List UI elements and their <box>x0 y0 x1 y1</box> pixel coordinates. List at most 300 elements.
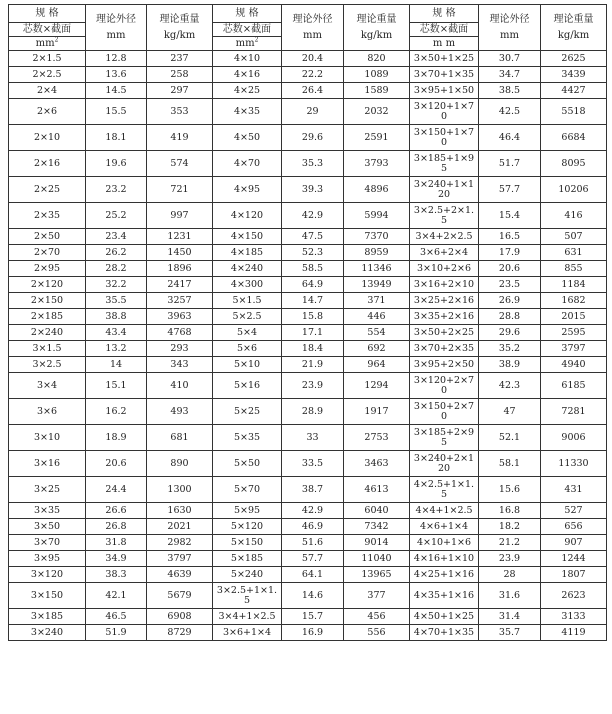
cell-wt-a: 574 <box>147 151 213 177</box>
cell-spec-c: 3×150+2×70 <box>410 399 479 425</box>
cell-wt-c: 631 <box>541 245 607 261</box>
cell-wt-b: 1294 <box>344 373 410 399</box>
cell-spec-b: 4×70 <box>213 151 282 177</box>
cell-wt-b: 820 <box>344 51 410 67</box>
cell-wt-b: 2753 <box>344 425 410 451</box>
od-unit-1: mm <box>106 29 126 41</box>
cell-spec-a: 2×10 <box>9 125 86 151</box>
cable-spec-table <box>8 4 607 641</box>
cell-od-c: 21.2 <box>479 535 541 551</box>
cell-spec-b: 4×240 <box>213 261 282 277</box>
cell-wt-c: 2625 <box>541 51 607 67</box>
cell-od-a: 26.8 <box>86 519 147 535</box>
cell-od-c: 23.5 <box>479 277 541 293</box>
cell-spec-a: 2×120 <box>9 277 86 293</box>
cell-od-a: 23.4 <box>86 229 147 245</box>
cell-wt-a: 8729 <box>147 625 213 641</box>
cell-od-c: 38.9 <box>479 357 541 373</box>
cell-spec-c: 3×95+1×50 <box>410 83 479 99</box>
cell-od-a: 13.2 <box>86 341 147 357</box>
table-row <box>9 357 607 373</box>
cell-spec-b: 5×240 <box>213 567 282 583</box>
cell-od-b: 15.7 <box>282 609 344 625</box>
cell-wt-a: 1630 <box>147 503 213 519</box>
cell-od-a: 19.6 <box>86 151 147 177</box>
cell-spec-c: 3×70+2×35 <box>410 341 479 357</box>
cell-od-c: 29.6 <box>479 325 541 341</box>
cell-spec-a: 3×1.5 <box>9 341 86 357</box>
cell-wt-c: 4427 <box>541 83 607 99</box>
cell-spec-b: 3×2.5+1×1.5 <box>213 583 282 609</box>
cell-wt-c: 7281 <box>541 399 607 425</box>
cell-spec-b: 4×120 <box>213 203 282 229</box>
cell-spec-c: 3×120+2×70 <box>410 373 479 399</box>
cell-spec-a: 3×10 <box>9 425 86 451</box>
wt-label-2: 理论重量 <box>356 13 397 25</box>
cell-od-c: 42.5 <box>479 99 541 125</box>
table-row <box>9 277 607 293</box>
cell-od-a: 24.4 <box>86 477 147 503</box>
table-row <box>9 625 607 641</box>
cell-wt-c: 907 <box>541 535 607 551</box>
cell-od-b: 35.3 <box>282 151 344 177</box>
cell-wt-c: 3439 <box>541 67 607 83</box>
cell-od-b: 18.4 <box>282 341 344 357</box>
cell-wt-b: 692 <box>344 341 410 357</box>
cell-od-c: 23.9 <box>479 551 541 567</box>
cell-spec-b: 3×6+1×4 <box>213 625 282 641</box>
cell-od-b: 57.7 <box>282 551 344 567</box>
spec-unit-alt-3: m m <box>432 37 456 49</box>
cell-od-c: 31.6 <box>479 583 541 609</box>
cell-od-c: 20.6 <box>479 261 541 277</box>
cell-od-a: 14 <box>86 357 147 373</box>
cell-od-c: 28 <box>479 567 541 583</box>
cell-od-b: 17.1 <box>282 325 344 341</box>
table-row <box>9 503 607 519</box>
cell-spec-c: 4×2.5+1×1.5 <box>410 477 479 503</box>
cell-wt-c: 507 <box>541 229 607 245</box>
cell-spec-c: 3×185+2×95 <box>410 425 479 451</box>
cell-spec-b: 4×25 <box>213 83 282 99</box>
cell-spec-a: 2×240 <box>9 325 86 341</box>
spec-unit-sup-1: 2 <box>54 36 59 44</box>
cell-od-b: 14.6 <box>282 583 344 609</box>
cell-spec-a: 3×240 <box>9 625 86 641</box>
table-row <box>9 567 607 583</box>
cell-spec-c: 4×50+1×25 <box>410 609 479 625</box>
cell-wt-b: 7370 <box>344 229 410 245</box>
cell-wt-c: 656 <box>541 519 607 535</box>
table-row <box>9 325 607 341</box>
cell-wt-b: 1917 <box>344 399 410 425</box>
cell-spec-b: 4×150 <box>213 229 282 245</box>
cell-od-b: 39.3 <box>282 177 344 203</box>
cell-od-c: 15.4 <box>479 203 541 229</box>
cell-wt-c: 2015 <box>541 309 607 325</box>
cell-wt-a: 721 <box>147 177 213 203</box>
wt-header-2 <box>344 5 410 51</box>
cell-wt-a: 493 <box>147 399 213 425</box>
cell-spec-c: 3×240+1×120 <box>410 177 479 203</box>
cell-spec-b: 5×50 <box>213 451 282 477</box>
cell-spec-a: 3×2.5 <box>9 357 86 373</box>
cell-wt-b: 4896 <box>344 177 410 203</box>
cell-od-b: 42.9 <box>282 203 344 229</box>
cell-wt-b: 2032 <box>344 99 410 125</box>
spec-unit-3 <box>410 37 479 51</box>
cell-spec-b: 5×25 <box>213 399 282 425</box>
cell-od-a: 18.9 <box>86 425 147 451</box>
cell-wt-c: 2623 <box>541 583 607 609</box>
cell-wt-a: 410 <box>147 373 213 399</box>
cell-spec-c: 4×25+1×16 <box>410 567 479 583</box>
table-row <box>9 425 607 451</box>
cell-spec-c: 4×35+1×16 <box>410 583 479 609</box>
cell-wt-a: 2982 <box>147 535 213 551</box>
cell-wt-c: 431 <box>541 477 607 503</box>
cell-od-b: 64.9 <box>282 277 344 293</box>
cell-wt-c: 10206 <box>541 177 607 203</box>
cell-spec-c: 4×6+1×4 <box>410 519 479 535</box>
cell-wt-c: 3133 <box>541 609 607 625</box>
cell-od-a: 31.8 <box>86 535 147 551</box>
cell-od-b: 38.7 <box>282 477 344 503</box>
cell-wt-b: 11040 <box>344 551 410 567</box>
cell-wt-a: 3797 <box>147 551 213 567</box>
cell-wt-b: 556 <box>344 625 410 641</box>
cell-spec-b: 3×4+1×2.5 <box>213 609 282 625</box>
cell-spec-b: 5×10 <box>213 357 282 373</box>
cell-spec-a: 3×4 <box>9 373 86 399</box>
cell-od-a: 51.9 <box>86 625 147 641</box>
spec-sub-1: 芯数×截面 <box>9 23 86 37</box>
cell-wt-b: 9014 <box>344 535 410 551</box>
cell-spec-b: 4×50 <box>213 125 282 151</box>
cell-od-b: 22.2 <box>282 67 344 83</box>
spec-unit-1 <box>9 37 86 51</box>
spec-label-3: 规 格 <box>410 5 479 23</box>
od-header-2 <box>282 5 344 51</box>
cell-od-c: 38.5 <box>479 83 541 99</box>
cell-wt-a: 3257 <box>147 293 213 309</box>
cell-wt-b: 554 <box>344 325 410 341</box>
cell-spec-c: 4×4+1×2.5 <box>410 503 479 519</box>
cell-wt-a: 4639 <box>147 567 213 583</box>
cell-od-c: 17.9 <box>479 245 541 261</box>
cell-od-c: 46.4 <box>479 125 541 151</box>
cell-od-a: 35.5 <box>86 293 147 309</box>
cell-wt-b: 8959 <box>344 245 410 261</box>
cell-wt-b: 5994 <box>344 203 410 229</box>
cell-wt-a: 997 <box>147 203 213 229</box>
cell-wt-c: 1184 <box>541 277 607 293</box>
cell-wt-a: 293 <box>147 341 213 357</box>
table-row <box>9 245 607 261</box>
cell-od-b: 51.6 <box>282 535 344 551</box>
cell-wt-a: 419 <box>147 125 213 151</box>
cell-wt-a: 5679 <box>147 583 213 609</box>
od-unit-2: mm <box>303 29 322 41</box>
table-row <box>9 51 607 67</box>
cell-od-a: 25.2 <box>86 203 147 229</box>
cell-spec-c: 3×95+2×50 <box>410 357 479 373</box>
od-label-3: 理论外径 <box>489 13 530 25</box>
cell-wt-b: 371 <box>344 293 410 309</box>
cell-spec-c: 3×185+1×95 <box>410 151 479 177</box>
cell-wt-b: 456 <box>344 609 410 625</box>
cell-wt-c: 416 <box>541 203 607 229</box>
cell-wt-b: 13949 <box>344 277 410 293</box>
cell-od-b: 29.6 <box>282 125 344 151</box>
cell-spec-a: 2×6 <box>9 99 86 125</box>
od-header-1 <box>86 5 147 51</box>
cell-wt-a: 3963 <box>147 309 213 325</box>
spec-table-container <box>8 4 606 641</box>
cell-od-a: 26.6 <box>86 503 147 519</box>
wt-header-1 <box>147 5 213 51</box>
table-row <box>9 609 607 625</box>
cell-od-a: 42.1 <box>86 583 147 609</box>
cell-wt-a: 681 <box>147 425 213 451</box>
cell-wt-c: 11330 <box>541 451 607 477</box>
cell-od-b: 21.9 <box>282 357 344 373</box>
cell-wt-a: 4768 <box>147 325 213 341</box>
cell-wt-c: 9006 <box>541 425 607 451</box>
cell-spec-c: 3×240+2×120 <box>410 451 479 477</box>
cell-od-c: 57.7 <box>479 177 541 203</box>
cell-spec-c: 4×16+1×10 <box>410 551 479 567</box>
table-row <box>9 99 607 125</box>
cell-spec-b: 5×4 <box>213 325 282 341</box>
od-label-1: 理论外径 <box>96 13 136 25</box>
cell-spec-b: 4×16 <box>213 67 282 83</box>
table-row <box>9 261 607 277</box>
cell-wt-c: 1682 <box>541 293 607 309</box>
cell-od-a: 28.2 <box>86 261 147 277</box>
cell-od-a: 14.5 <box>86 83 147 99</box>
wt-unit-1: kg/km <box>163 29 196 41</box>
cell-od-c: 28.8 <box>479 309 541 325</box>
cell-od-c: 18.2 <box>479 519 541 535</box>
cell-spec-a: 3×16 <box>9 451 86 477</box>
cell-od-b: 64.1 <box>282 567 344 583</box>
cell-spec-b: 5×185 <box>213 551 282 567</box>
cell-od-c: 16.8 <box>479 503 541 519</box>
cell-od-b: 16.9 <box>282 625 344 641</box>
cell-wt-a: 297 <box>147 83 213 99</box>
table-row <box>9 399 607 425</box>
cell-spec-a: 3×185 <box>9 609 86 625</box>
cell-od-b: 33 <box>282 425 344 451</box>
cell-wt-c: 3797 <box>541 341 607 357</box>
cell-spec-a: 2×95 <box>9 261 86 277</box>
od-label-2: 理论外径 <box>292 13 333 25</box>
cell-spec-c: 3×2.5+2×1.5 <box>410 203 479 229</box>
table-row <box>9 67 607 83</box>
cell-wt-c: 8095 <box>541 151 607 177</box>
cell-spec-a: 3×50 <box>9 519 86 535</box>
table-row <box>9 125 607 151</box>
cell-wt-c: 1244 <box>541 551 607 567</box>
table-row <box>9 229 607 245</box>
od-unit-3: mm <box>500 29 519 41</box>
spec-label-2: 规 格 <box>213 5 282 23</box>
cell-wt-c: 4940 <box>541 357 607 373</box>
cell-spec-c: 3×16+2×10 <box>410 277 479 293</box>
cell-spec-c: 3×120+1×70 <box>410 99 479 125</box>
cell-od-b: 42.9 <box>282 503 344 519</box>
cell-od-b: 20.4 <box>282 51 344 67</box>
cell-wt-b: 6040 <box>344 503 410 519</box>
cell-od-a: 46.5 <box>86 609 147 625</box>
cell-spec-c: 3×6+2×4 <box>410 245 479 261</box>
cell-od-c: 16.5 <box>479 229 541 245</box>
cell-od-c: 58.1 <box>479 451 541 477</box>
wt-header-3 <box>541 5 607 51</box>
cell-wt-b: 1589 <box>344 83 410 99</box>
cell-spec-a: 3×95 <box>9 551 86 567</box>
table-row <box>9 551 607 567</box>
cell-od-c: 42.3 <box>479 373 541 399</box>
cell-wt-c: 4119 <box>541 625 607 641</box>
cell-od-b: 23.9 <box>282 373 344 399</box>
cell-spec-b: 4×300 <box>213 277 282 293</box>
table-row <box>9 83 607 99</box>
cell-wt-a: 237 <box>147 51 213 67</box>
cell-od-c: 34.7 <box>479 67 541 83</box>
cell-spec-b: 5×2.5 <box>213 309 282 325</box>
cell-wt-b: 13965 <box>344 567 410 583</box>
cell-wt-a: 890 <box>147 451 213 477</box>
cell-od-b: 28.9 <box>282 399 344 425</box>
cell-od-c: 15.6 <box>479 477 541 503</box>
cell-spec-a: 3×25 <box>9 477 86 503</box>
spec-unit-base-1: mm <box>35 37 55 49</box>
od-header-3 <box>479 5 541 51</box>
cell-wt-a: 343 <box>147 357 213 373</box>
cell-spec-c: 3×70+1×35 <box>410 67 479 83</box>
cell-spec-b: 5×95 <box>213 503 282 519</box>
cell-od-b: 58.5 <box>282 261 344 277</box>
cell-od-b: 46.9 <box>282 519 344 535</box>
cell-spec-a: 2×16 <box>9 151 86 177</box>
cell-wt-c: 6684 <box>541 125 607 151</box>
cell-wt-a: 1300 <box>147 477 213 503</box>
cell-wt-c: 5518 <box>541 99 607 125</box>
wt-label-3: 理论重量 <box>553 13 594 25</box>
cell-od-a: 12.8 <box>86 51 147 67</box>
cell-wt-c: 527 <box>541 503 607 519</box>
cell-spec-b: 4×10 <box>213 51 282 67</box>
cell-od-c: 47 <box>479 399 541 425</box>
cell-wt-c: 1807 <box>541 567 607 583</box>
cell-od-c: 35.2 <box>479 341 541 357</box>
table-row <box>9 341 607 357</box>
cell-od-a: 32.2 <box>86 277 147 293</box>
cell-wt-b: 11346 <box>344 261 410 277</box>
cell-wt-b: 4613 <box>344 477 410 503</box>
cell-spec-a: 2×150 <box>9 293 86 309</box>
cell-spec-b: 5×120 <box>213 519 282 535</box>
cell-spec-b: 5×150 <box>213 535 282 551</box>
cell-spec-c: 3×10+2×6 <box>410 261 479 277</box>
table-row <box>9 309 607 325</box>
cell-wt-b: 3793 <box>344 151 410 177</box>
cell-spec-a: 2×50 <box>9 229 86 245</box>
cell-od-b: 33.5 <box>282 451 344 477</box>
spec-sub-3: 芯数×截面 <box>410 23 479 37</box>
table-row <box>9 293 607 309</box>
cell-wt-a: 258 <box>147 67 213 83</box>
cell-od-a: 38.3 <box>86 567 147 583</box>
cell-spec-c: 4×70+1×35 <box>410 625 479 641</box>
cell-spec-a: 2×185 <box>9 309 86 325</box>
cell-spec-b: 5×1.5 <box>213 293 282 309</box>
cell-spec-c: 3×4+2×2.5 <box>410 229 479 245</box>
cell-od-b: 29 <box>282 99 344 125</box>
cell-spec-b: 4×95 <box>213 177 282 203</box>
cell-wt-a: 1450 <box>147 245 213 261</box>
table-row <box>9 535 607 551</box>
header-row-1 <box>9 5 607 23</box>
cell-spec-a: 3×150 <box>9 583 86 609</box>
cell-wt-a: 2417 <box>147 277 213 293</box>
cell-wt-b: 1089 <box>344 67 410 83</box>
cell-od-a: 23.2 <box>86 177 147 203</box>
table-row <box>9 477 607 503</box>
cell-spec-a: 2×35 <box>9 203 86 229</box>
cell-wt-c: 6185 <box>541 373 607 399</box>
cell-od-c: 30.7 <box>479 51 541 67</box>
cell-od-b: 14.7 <box>282 293 344 309</box>
cell-spec-b: 5×16 <box>213 373 282 399</box>
cell-od-a: 43.4 <box>86 325 147 341</box>
cell-od-c: 26.9 <box>479 293 541 309</box>
table-row <box>9 519 607 535</box>
cell-wt-a: 1896 <box>147 261 213 277</box>
cell-wt-c: 2595 <box>541 325 607 341</box>
spec-table-body <box>9 51 607 641</box>
table-row <box>9 583 607 609</box>
spec-unit-sup-2: 2 <box>254 36 259 44</box>
cell-wt-c: 855 <box>541 261 607 277</box>
cell-od-b: 52.3 <box>282 245 344 261</box>
cell-spec-b: 4×185 <box>213 245 282 261</box>
cell-od-a: 15.1 <box>86 373 147 399</box>
table-row <box>9 203 607 229</box>
wt-unit-2: kg/km <box>360 29 393 41</box>
cell-spec-a: 3×6 <box>9 399 86 425</box>
cell-od-b: 15.8 <box>282 309 344 325</box>
wt-label-1: 理论重量 <box>159 13 200 25</box>
cell-spec-a: 2×1.5 <box>9 51 86 67</box>
cell-wt-b: 964 <box>344 357 410 373</box>
cell-od-a: 16.2 <box>86 399 147 425</box>
table-row <box>9 451 607 477</box>
cell-od-a: 18.1 <box>86 125 147 151</box>
spec-label-1: 规 格 <box>9 5 86 23</box>
cell-spec-c: 3×150+1×70 <box>410 125 479 151</box>
spec-sub-2: 芯数×截面 <box>213 23 282 37</box>
cell-wt-b: 2591 <box>344 125 410 151</box>
cell-wt-b: 3463 <box>344 451 410 477</box>
spec-unit-2 <box>213 37 282 51</box>
cell-od-a: 13.6 <box>86 67 147 83</box>
cell-spec-a: 2×25 <box>9 177 86 203</box>
cell-spec-b: 5×70 <box>213 477 282 503</box>
cell-od-a: 34.9 <box>86 551 147 567</box>
